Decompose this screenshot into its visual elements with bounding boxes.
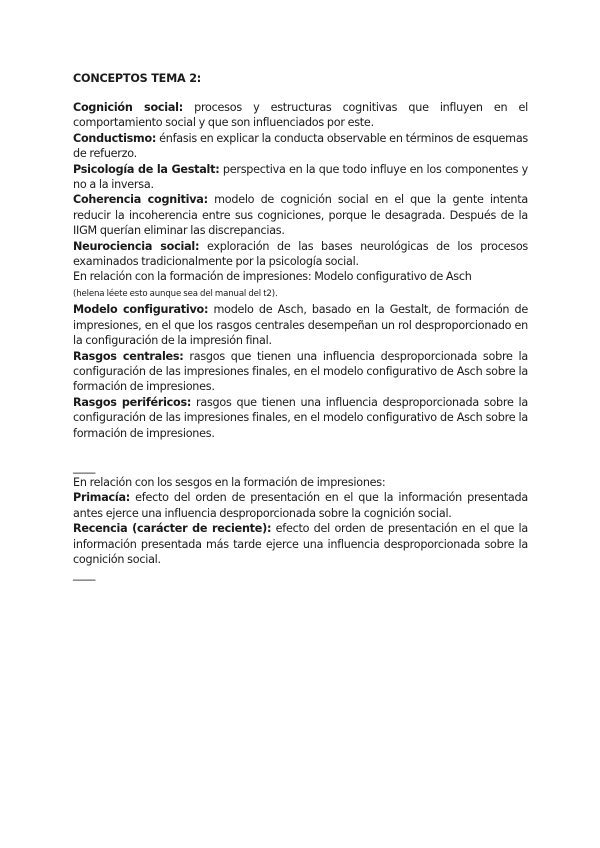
entry-term: Conductismo: [73,131,157,145]
entry-rasgos-centrales [73,349,528,395]
entry-definition: rasgos que tienen una influencia desproporcionada sobre la configuración de las impresiones finales, en el modelo configurativo de Asch sobre la formación de impresiones. [73,395,528,440]
entry-primacia [73,490,528,521]
entry-rasgos-perifericos [73,395,528,441]
entry-definition: perspectiva en la que todo influye en los componentes y no a la inversa. [73,162,528,192]
section-intro-sesgos: En relación con los sesgos en la formación de impresiones: [73,475,386,489]
section-intro-impresiones [73,269,528,302]
entry-neurociencia-social [73,239,528,270]
entry-definition: procesos y estructuras cognitivas que influyen en el comportamiento social y que son influenciados por este. [73,101,528,130]
entry-term: Neurociencia social: [73,239,200,253]
entry-cognicion-social [73,100,528,131]
document-body [73,72,528,582]
entry-definition: exploración de las bases neurológicas de los procesos examinados tradicionalmente por la psicología social. [73,239,528,269]
entry-definition: modelo de Asch, basado en la Gestalt, de formación de impresiones, en el que los rasgos centrales desempeñan un rol desproporcionado en la configuración de la impresión final. [73,303,529,348]
separator-line-end: ____ [73,568,96,582]
entry-modelo-configurativo [73,302,528,348]
section-intro-note: (helena léete esto aunque sea del manual del t2). [73,288,278,299]
entry-definition: efecto del orden de presentación en el que la información presentada más tarde ejerce una influencia desproporcionada sobre la cognición social. [73,522,528,566]
entry-term: Modelo configurativo: [73,303,209,317]
entry-term: Recencia (carácter de reciente): [73,522,272,536]
entry-gestalt [73,162,528,193]
entry-term: Cognición social: [73,101,183,114]
entry-term: Primacía: [73,491,130,505]
separator-line: ____ [73,460,96,474]
entry-coherencia-cognitiva [73,192,528,238]
entry-definition: rasgos que tienen una influencia desproporcionada sobre la configuración de las impresiones finales, en el modelo configurativo de Asch sobre la formación de impresiones. [73,349,529,394]
entry-definition: modelo de cognición social en el que la gente intenta reducir la incoherencia entre sus cogniciones, porque le desagrada. Después de la IIGM querían eliminar las discrepancias. [73,193,528,238]
entry-definition: énfasis en explicar la conducta observable en términos de esquemas de refuerzo. [73,131,528,161]
section-intro-text: En relación con la formación de impresiones: Modelo configurativo de Asch [73,270,472,284]
entry-term: Rasgos centrales: [73,349,184,363]
entry-conductismo [73,131,528,162]
entry-term: Coherencia cognitiva: [73,193,208,207]
entry-term: Rasgos periféricos: [73,395,192,409]
document-title: CONCEPTOS TEMA 2: [73,72,202,85]
entry-definition: efecto del orden de presentación en el que la información presentada antes ejerce una influencia desproporcionada sobre la cognición social. [73,491,528,520]
entry-term: Psicología de la Gestalt: [73,162,220,176]
entry-recencia [73,521,528,567]
